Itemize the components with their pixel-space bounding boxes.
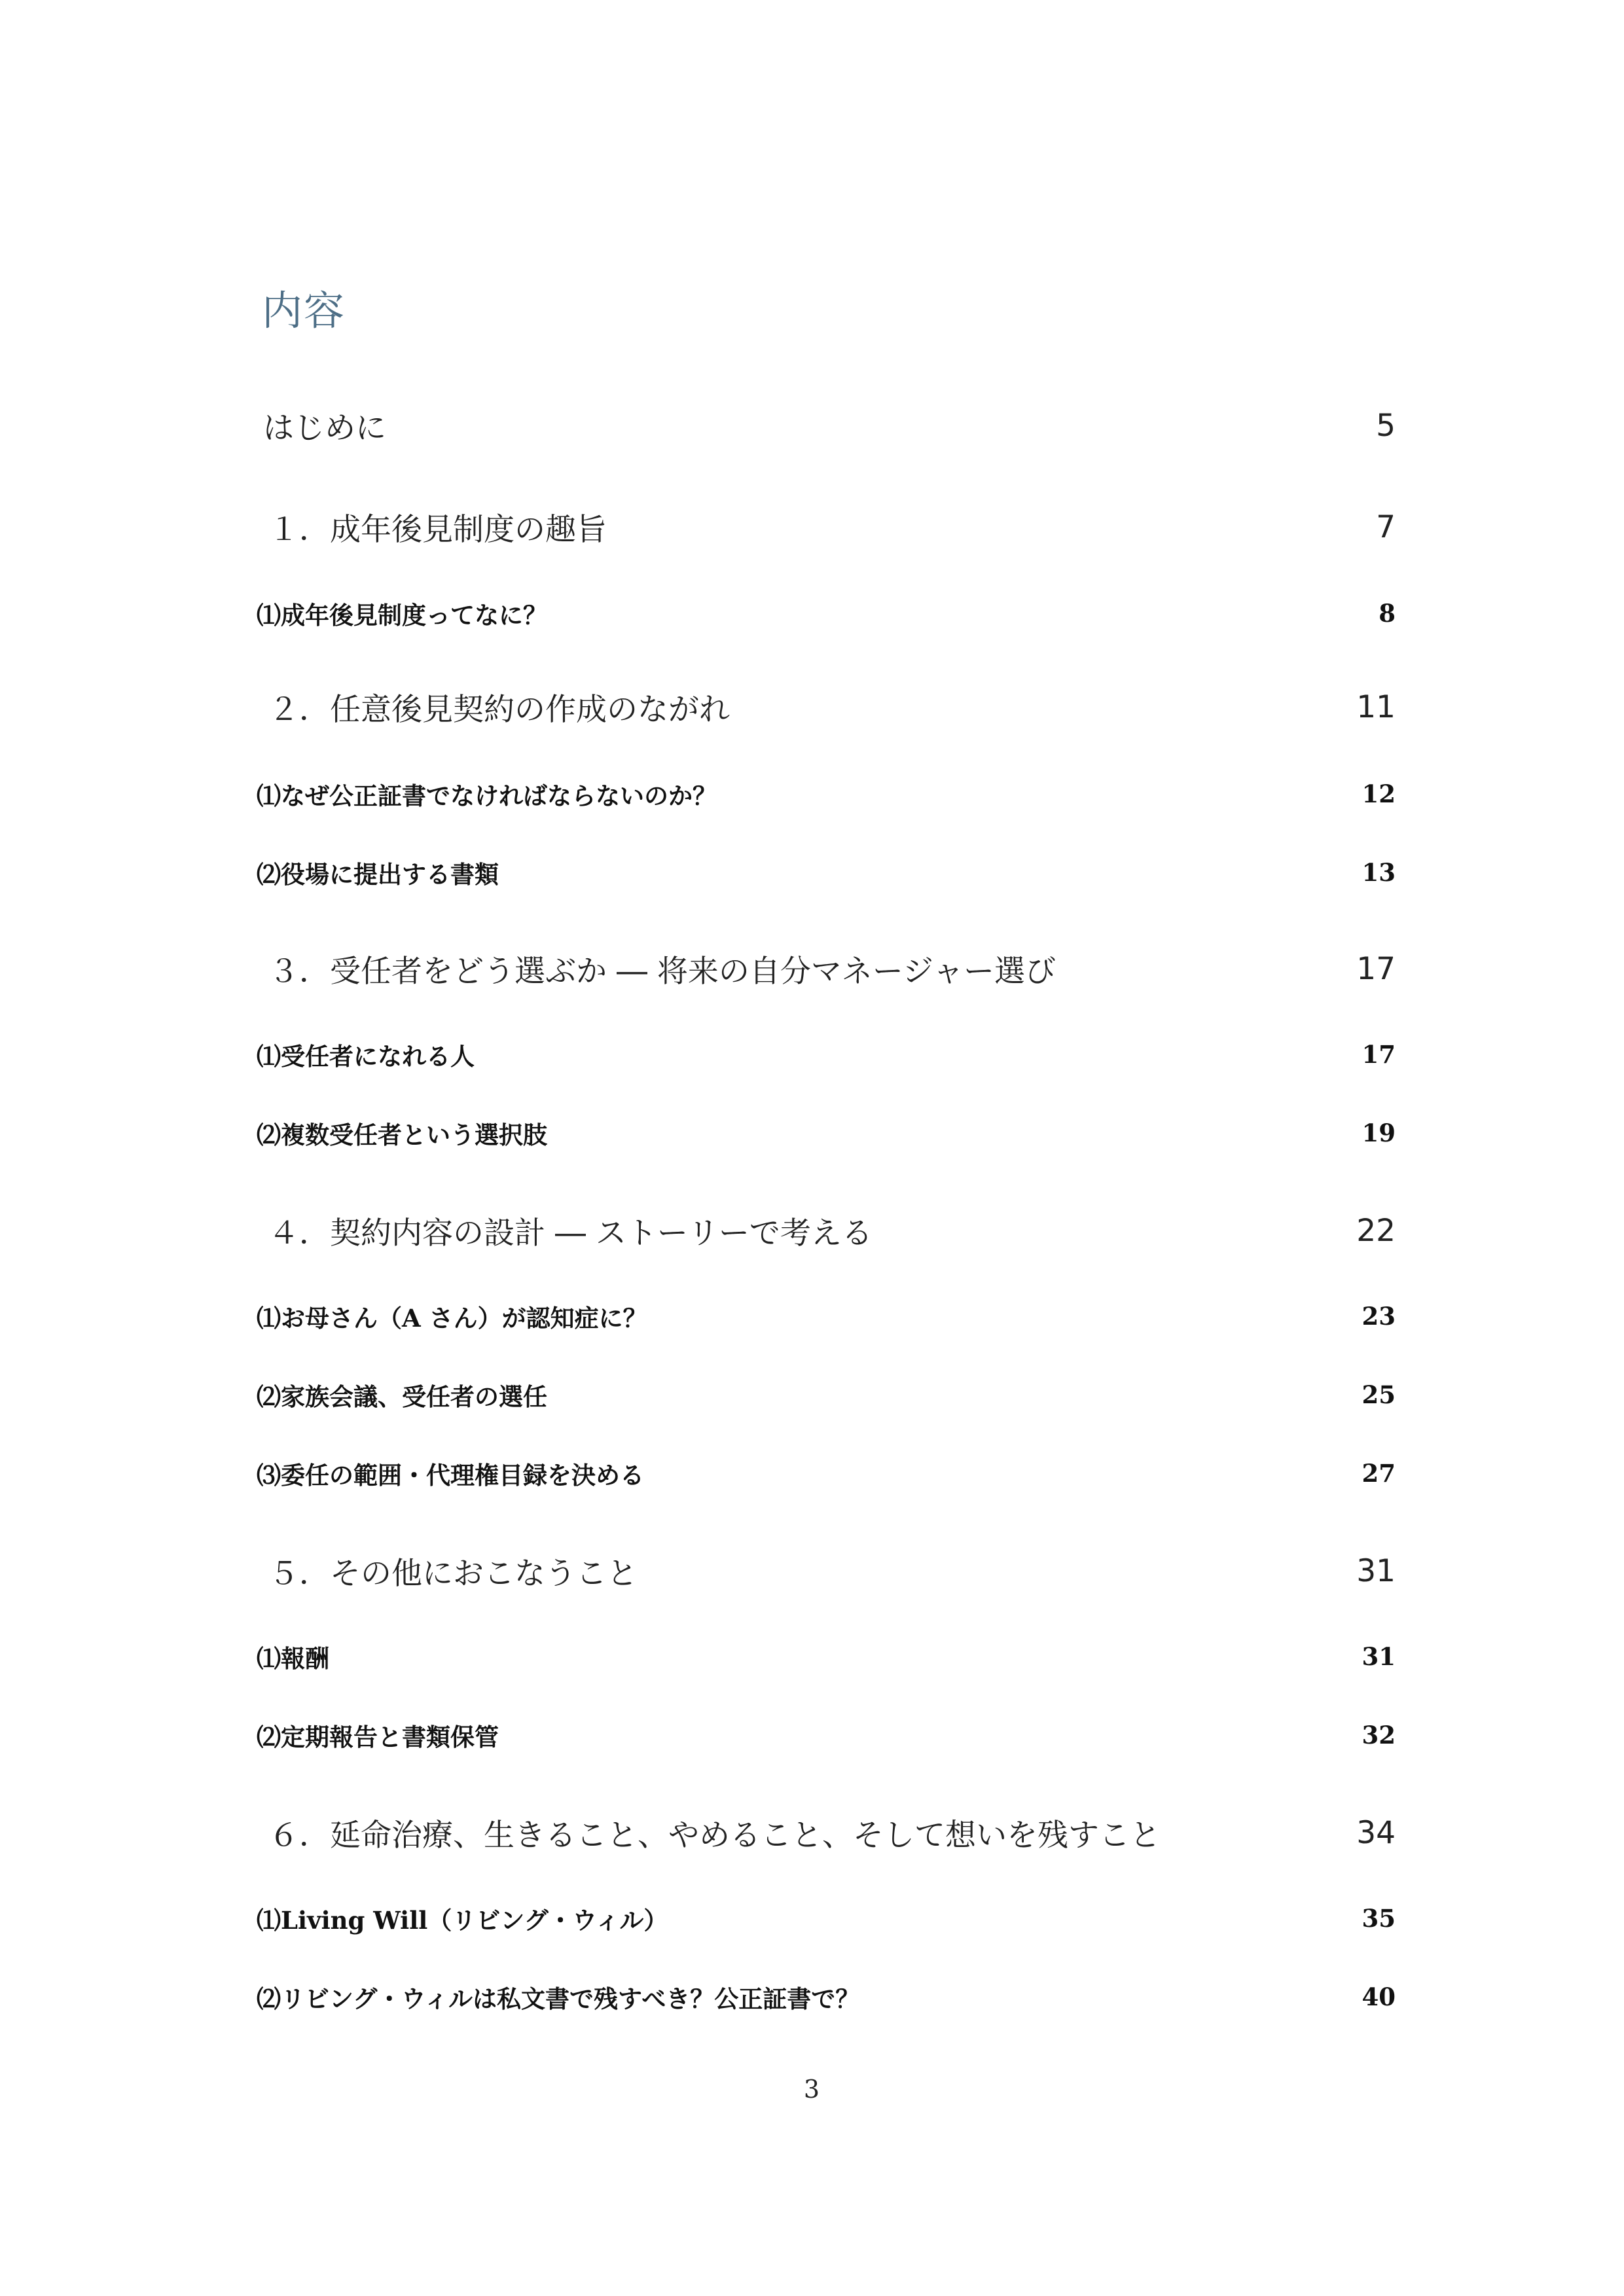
toc-entry-page: 19: [1362, 1119, 1396, 1147]
toc-entry-section-6-2[interactable]: [257, 1979, 1396, 2015]
toc-entry-page: 31: [1362, 1642, 1396, 1671]
toc-entry-label: ⑴成年後見制度ってなに？: [257, 601, 547, 630]
toc-heading: 内容: [262, 287, 346, 334]
toc-entry-label: ２．任意後見契約の作成のながれ: [268, 691, 730, 728]
toc-entry-section-4-2[interactable]: [257, 1376, 1396, 1413]
toc-entry-section-5-2[interactable]: [257, 1717, 1396, 1753]
toc-entry-page: 22: [1356, 1212, 1396, 1249]
toc-entry-section-5-1[interactable]: [257, 1638, 1396, 1675]
toc-entry-page: 13: [1362, 858, 1396, 887]
toc-entry-page: 17: [1356, 950, 1396, 987]
toc-entry-page: 27: [1362, 1459, 1396, 1488]
toc-entry-section-6-1[interactable]: [257, 1900, 1396, 1937]
toc-entry-label: ５．その他におこなうこと: [268, 1555, 638, 1592]
page-number-footer: 3: [803, 2075, 820, 2104]
toc-entry-page: 11: [1356, 689, 1396, 725]
toc-entry-label: ⑴お母さん（A さん）が認知症に？: [257, 1304, 647, 1333]
toc-entry-section-4-3[interactable]: [257, 1455, 1396, 1492]
toc-entry-section-2-1[interactable]: [257, 776, 1396, 812]
toc-entry-page: 8: [1379, 599, 1396, 628]
toc-entry-introduction[interactable]: [257, 403, 1396, 448]
toc-entry-label: ⑴報酬: [257, 1644, 329, 1673]
toc-entry-section-2-2[interactable]: [257, 854, 1396, 891]
toc-entry-label: ⑴受任者になれる人: [257, 1042, 475, 1071]
toc-entry-label: ３．受任者をどう選ぶか ― 将来の自分マネージャー選び: [268, 953, 1056, 990]
toc-entry-page: 31: [1356, 1552, 1396, 1589]
toc-entry-page: 25: [1362, 1380, 1396, 1409]
toc-entry-label: はじめに: [263, 410, 386, 446]
toc-entry-label: ⑴なぜ公正証書でなければならないのか？: [257, 781, 717, 810]
toc-entry-label: ⑵リビング・ウィルは私文書で残すべき？公正証書で？: [257, 1984, 860, 2013]
toc-entry-page: 35: [1362, 1904, 1396, 1933]
toc-entry-page: 5: [1376, 407, 1396, 444]
toc-entry-page: 32: [1362, 1721, 1396, 1749]
toc-entry-label: ⑵家族会議、受任者の選任: [257, 1382, 547, 1411]
toc-entry-chapter-4[interactable]: [257, 1208, 1396, 1253]
toc-entry-chapter-2[interactable]: [257, 684, 1396, 730]
toc-entry-chapter-6[interactable]: [257, 1810, 1396, 1856]
toc-entry-label: ６．延命治療、生きること、やめること、そして想いを残すこと: [268, 1817, 1161, 1854]
toc-entry-page: 12: [1362, 780, 1396, 808]
toc-entry-page: 23: [1362, 1302, 1396, 1331]
toc-entry-section-3-1[interactable]: [257, 1036, 1396, 1073]
toc-entry-page: 7: [1376, 509, 1396, 545]
toc-entry-label: ⑵定期報告と書類保管: [257, 1723, 499, 1751]
toc-entry-label: ⑴Living Will（リビング・ウィル）: [257, 1906, 668, 1935]
toc-entry-label: ⑵役場に提出する書類: [257, 860, 499, 889]
toc-entry-label: １．成年後見制度の趣旨: [268, 511, 607, 548]
toc-entry-section-1-1[interactable]: [257, 595, 1396, 632]
toc-entry-page: 17: [1362, 1040, 1396, 1069]
toc-entry-section-4-1[interactable]: [257, 1298, 1396, 1335]
toc-entry-label: ⑶委任の範囲・代理権目録を決める: [257, 1461, 644, 1490]
toc-entry-chapter-3[interactable]: [257, 946, 1396, 992]
toc-entry-label: ４．契約内容の設計 ― ストーリーで考える: [268, 1215, 873, 1251]
toc-entry-chapter-1[interactable]: [257, 504, 1396, 550]
toc-entry-label: ⑵複数受任者という選択肢: [257, 1121, 547, 1149]
toc-entry-chapter-5[interactable]: [257, 1548, 1396, 1594]
toc-entry-page: 34: [1356, 1814, 1396, 1851]
toc-entry-section-3-2[interactable]: [257, 1115, 1396, 1151]
toc-entry-page: 40: [1362, 1982, 1396, 2011]
